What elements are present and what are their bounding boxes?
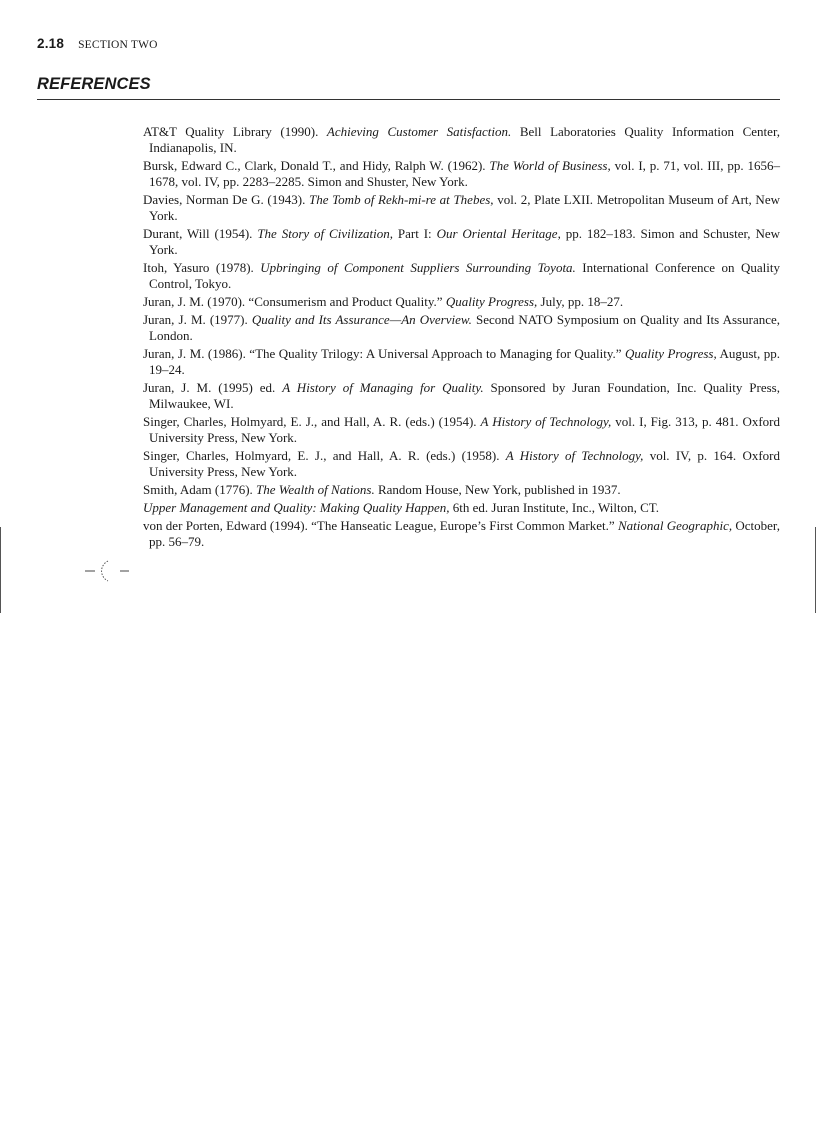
ref-text: Sponsored by Juran Foundation, Inc. Quality Press, Milwaukee, WI.: [149, 380, 780, 411]
ref-text: vol. IV, p. 164. Oxford University Press, New York.: [149, 448, 781, 479]
ref-title: Upbringing of Component Suppliers Surrounding Toyota.: [260, 260, 576, 275]
ref-title: The Wealth of Nations.: [256, 482, 375, 497]
page-number: 2.18: [37, 36, 65, 51]
ref-title: Upper Management and Quality: Making Quality Happen,: [143, 500, 450, 515]
ref-text: October, pp. 56–79.: [149, 518, 780, 549]
reference-entry: [143, 346, 780, 378]
ref-title: Our Oriental Heritage,: [436, 226, 561, 241]
ref-text: Smith, Adam (1776).: [143, 482, 257, 497]
ref-text: Bursk, Edward C., Clark, Donald T., and Hidy, Ralph W. (1962).: [143, 158, 490, 173]
section-label: SECTION TWO: [78, 39, 158, 51]
ref-title: Quality and Its Assurance—An Overview.: [251, 312, 472, 327]
ref-text: International Conference on Quality Control, Tokyo.: [149, 260, 780, 291]
reference-entry: [143, 518, 780, 550]
ref-text: Durant, Will (1954).: [143, 226, 258, 241]
ref-text: Singer, Charles, Holmyard, E. J., and Hall, A. R. (eds.) (1954).: [143, 414, 481, 429]
ref-text: von der Porten, Edward (1994). “The Hanseatic League, Europe’s First Common Market.”: [143, 518, 618, 533]
reference-entry: [143, 380, 780, 412]
reference-entry: [143, 226, 780, 258]
ref-text: July, pp. 18–27.: [537, 294, 624, 309]
ref-text: 6th ed. Juran Institute, Inc., Wilton, CT.: [449, 500, 660, 515]
ref-title: A History of Managing for Quality.: [282, 380, 484, 395]
ref-text: vol. 2, Plate LXII. Metropolitan Museum of Art, New York.: [149, 192, 780, 223]
ref-title: National Geographic,: [617, 518, 733, 533]
section-heading: REFERENCES: [37, 75, 151, 93]
ref-title: Quality Progress,: [625, 346, 717, 361]
left-crop-line: [0, 527, 1, 613]
ref-title: The World of Business,: [489, 158, 611, 173]
ref-title: A History of Technology,: [480, 414, 612, 429]
ref-text: pp. 182–183. Simon and Schuster, New York.: [149, 226, 780, 257]
ref-text: Juran, J. M. (1995) ed.: [143, 380, 283, 395]
ref-text: Second NATO Symposium on Quality and Its Assurance, London.: [149, 312, 781, 343]
ref-text: Part I:: [392, 226, 437, 241]
ref-text: Juran, J. M. (1970). “Consumerism and Product Quality.”: [143, 294, 446, 309]
reference-list: [143, 124, 780, 552]
ref-text: vol. I, Fig. 313, p. 481. Oxford University Press, New York.: [149, 414, 780, 445]
ref-text: Itoh, Yasuro (1978).: [143, 260, 261, 275]
ref-text: Bell Laboratories Quality Information Center, Indianapolis, IN.: [149, 124, 781, 155]
registration-mark-icon: [84, 556, 130, 586]
ref-title: The Tomb of Rekh-mi-re at Thebes,: [308, 192, 494, 207]
reference-entry: [143, 294, 780, 310]
ref-text: August, pp. 19–24.: [149, 346, 781, 377]
reference-entry: [143, 260, 780, 292]
reference-entry: [143, 448, 780, 480]
ref-text: Davies, Norman De G. (1943).: [143, 192, 309, 207]
ref-text: Juran, J. M. (1977).: [143, 312, 252, 327]
reference-entry: [143, 158, 780, 190]
reference-entry: [143, 124, 780, 156]
reference-entry: [143, 414, 780, 446]
ref-title: Achieving Customer Satisfaction.: [326, 124, 512, 139]
ref-text: Random House, New York, published in 1937.: [374, 482, 621, 497]
reference-entry: [143, 192, 780, 224]
reference-entry: [143, 500, 780, 516]
ref-text: vol. I, p. 71, vol. III, pp. 1656–1678, vol. IV, pp. 2283–2285. Simon and Shuster, New York.: [149, 158, 780, 189]
ref-text: Juran, J. M. (1986). “The Quality Trilogy: A Universal Approach to Managing for Quality.”: [143, 346, 626, 361]
ref-text: Singer, Charles, Holmyard, E. J., and Hall, A. R. (eds.) (1958).: [143, 448, 506, 463]
ref-title: The Story of Civilization,: [257, 226, 393, 241]
ref-title: Quality Progress,: [445, 294, 538, 309]
running-header: [37, 36, 158, 54]
ref-text: AT&T Quality Library (1990).: [143, 124, 327, 139]
reference-entry: [143, 482, 780, 498]
reference-entry: [143, 312, 780, 344]
heading-rule: [37, 99, 780, 100]
ref-title: A History of Technology,: [505, 448, 644, 463]
